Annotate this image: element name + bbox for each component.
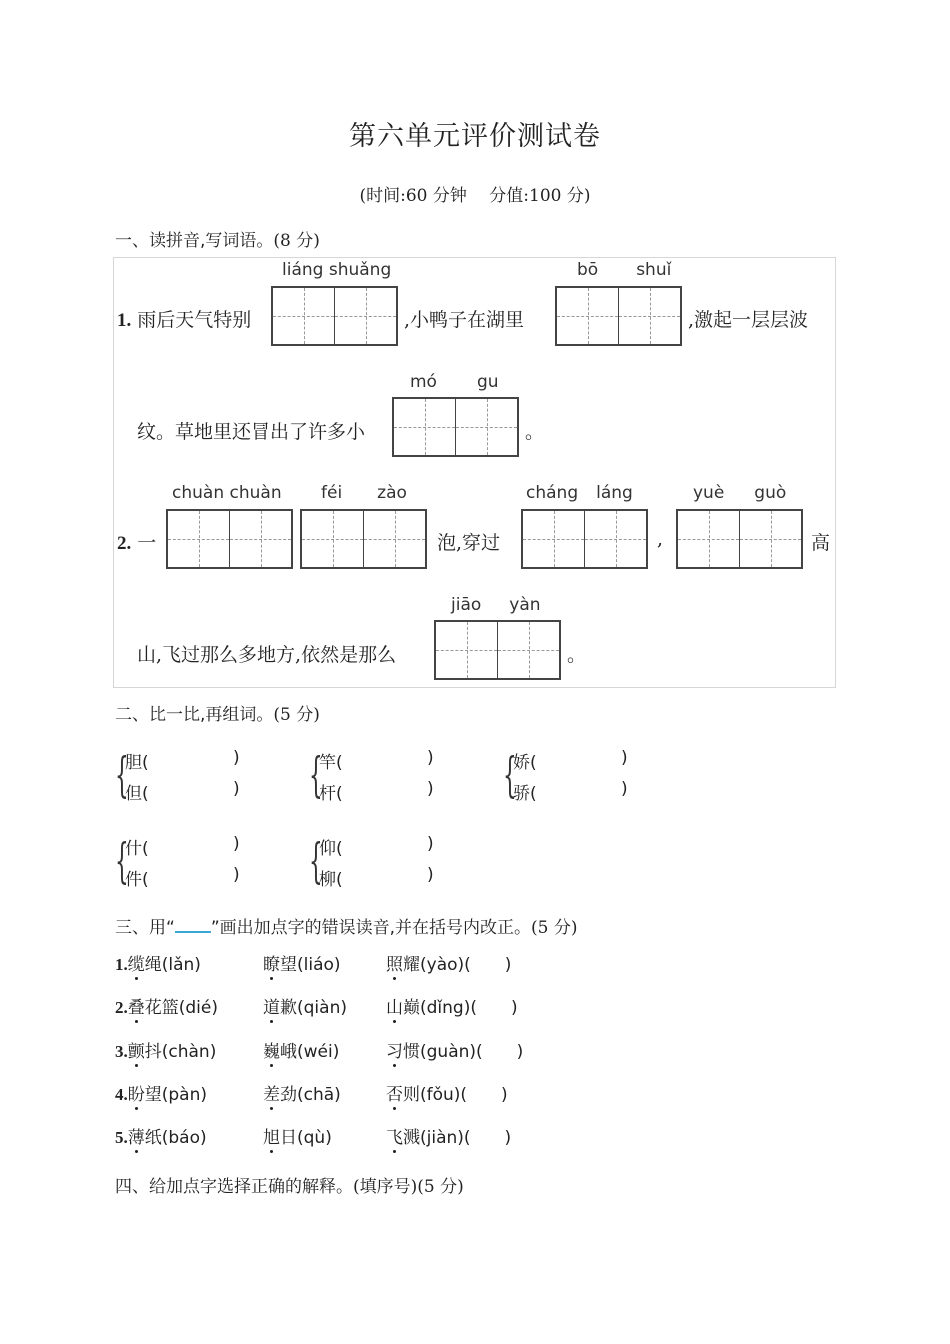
compare-item[interactable]: 仰( ) — [319, 834, 434, 859]
pinyin-syllable: bō — [577, 260, 599, 280]
word-with-pinyin: 望(liáo) — [280, 955, 341, 975]
section-3-heading — [115, 913, 578, 938]
pinyin-syllable: guò — [754, 483, 787, 503]
compare-item[interactable]: 杆( ) — [319, 779, 434, 804]
dotted-character: 叠 — [128, 993, 145, 1018]
q2-phrase-2: 泡,穿过 — [437, 532, 501, 554]
compare-group-3 — [503, 748, 633, 808]
word-b — [263, 1123, 332, 1148]
q2-period: 。 — [567, 644, 587, 666]
pinyin-syllable: féi — [321, 483, 343, 503]
q2-pinyin-1 — [172, 483, 282, 503]
writing-cell[interactable] — [302, 511, 364, 567]
dotted-character: 巍 — [263, 1037, 280, 1062]
answer-grid-q1-3[interactable] — [392, 397, 519, 457]
q2-number: 2. — [117, 533, 132, 554]
word-with-pinyin: 耀(yào)( ) — [403, 955, 512, 975]
dotted-character: 瞭 — [263, 950, 280, 975]
q1-pinyin-1 — [282, 260, 391, 280]
underline-sample — [175, 917, 211, 933]
pinyin-syllable: gu — [476, 372, 499, 392]
dotted-character: 道 — [263, 993, 280, 1018]
word-with-pinyin: 花篮(dié) — [144, 998, 218, 1018]
word-with-pinyin: 纸(báo) — [144, 1128, 207, 1148]
compare-group-5 — [309, 834, 439, 894]
pinyin-syllable: chuàn — [172, 483, 225, 503]
dotted-character: 飞 — [386, 1123, 403, 1148]
q2-comma: , — [657, 528, 664, 550]
q2-phrase-4: 高 — [811, 532, 831, 554]
pinyin-syllable: jiāo — [451, 595, 482, 615]
q2-pinyin-2 — [321, 483, 407, 503]
writing-cell[interactable] — [678, 511, 740, 567]
word-b — [263, 993, 347, 1018]
answer-grid-q1-1[interactable] — [271, 286, 398, 346]
pinyin-syllable: yàn — [509, 595, 541, 615]
dotted-character: 颤 — [128, 1037, 145, 1062]
writing-cell[interactable] — [394, 399, 456, 455]
pinyin-syllable: shuǎng — [328, 260, 392, 280]
brace-icon: { — [115, 747, 129, 803]
brace-icon: { — [309, 833, 323, 889]
word-c-with-answer — [386, 950, 511, 975]
q1-period: 。 — [525, 421, 545, 443]
compare-item[interactable]: 娇( ) — [513, 748, 628, 773]
pinyin-syllable: liáng — [282, 260, 324, 280]
dotted-character: 盼 — [128, 1080, 145, 1105]
compare-item[interactable]: 竿( ) — [319, 748, 434, 773]
answer-grid-q2-1[interactable] — [166, 509, 293, 569]
dotted-character: 习 — [386, 1037, 403, 1062]
writing-cell[interactable] — [585, 511, 646, 567]
pinyin-syllable: yuè — [693, 483, 725, 503]
writing-cell[interactable] — [364, 511, 425, 567]
word-with-pinyin: 巅(dǐng)( ) — [403, 998, 518, 1018]
word-with-pinyin: 抖(chàn) — [144, 1042, 217, 1062]
writing-cell[interactable] — [168, 511, 230, 567]
exam-info: (时间:60 分钟 分值:100 分) — [359, 186, 591, 206]
compare-item[interactable]: 什( ) — [125, 834, 240, 859]
word-c-with-answer — [386, 1080, 508, 1105]
section-4-heading — [115, 1172, 464, 1197]
section-2-heading — [115, 700, 320, 725]
row-number: 2. — [115, 998, 128, 1017]
compare-group-1 — [115, 748, 245, 808]
section-4-title: 四、给加点字选择正确的解释。 — [115, 1177, 353, 1197]
dotted-character: 山 — [386, 993, 403, 1018]
section-1-title: 一、读拼音,写词语。 — [115, 231, 274, 251]
word-c-with-answer — [386, 1123, 511, 1148]
answer-grid-q1-2[interactable] — [555, 286, 682, 346]
q1-pinyin-2 — [577, 260, 671, 280]
word-a — [115, 1123, 207, 1148]
writing-cell[interactable] — [230, 511, 291, 567]
writing-cell[interactable] — [335, 288, 396, 344]
compare-item[interactable]: 柳( ) — [319, 865, 434, 890]
writing-cell[interactable] — [498, 622, 559, 678]
q2-phrase-5: 山,飞过那么多地方,依然是那么 — [137, 644, 397, 666]
writing-cell[interactable] — [456, 399, 517, 455]
dotted-character: 旭 — [263, 1123, 280, 1148]
answer-grid-q2-5[interactable] — [434, 620, 561, 680]
answer-grid-q2-4[interactable] — [676, 509, 803, 569]
word-with-pinyin: 峨(wéi) — [280, 1042, 340, 1062]
q2-text-1 — [117, 528, 156, 555]
dotted-character: 缆 — [128, 950, 145, 975]
dotted-character: 差 — [263, 1080, 280, 1105]
answer-grid-q2-2[interactable] — [300, 509, 427, 569]
word-with-pinyin: 歉(qiàn) — [280, 998, 347, 1018]
writing-cell[interactable] — [273, 288, 335, 344]
word-with-pinyin: 劲(chā) — [280, 1085, 341, 1105]
word-with-pinyin: 望(pàn) — [144, 1085, 207, 1105]
writing-cell[interactable] — [523, 511, 585, 567]
q1-number: 1. — [117, 310, 132, 331]
word-b — [263, 950, 341, 975]
word-with-pinyin: 日(qù) — [280, 1128, 332, 1148]
word-c-with-answer — [386, 1037, 523, 1062]
writing-cell[interactable] — [436, 622, 498, 678]
section-2-title: 二、比一比,再组词。 — [115, 705, 274, 725]
pinyin-syllable: mó — [410, 372, 437, 392]
compare-item[interactable]: 胆( ) — [125, 748, 240, 773]
q1-phrase-2: ,小鸭子在湖里 — [404, 309, 525, 331]
word-with-pinyin: 溅(jiàn)( ) — [403, 1128, 512, 1148]
pinyin-syllable: shuǐ — [636, 260, 672, 280]
section-3-title-b: ”画出加点字的错误读音,并在括号内改正。 — [210, 918, 532, 938]
word-a — [115, 993, 218, 1018]
q1-phrase-4: 纹。草地里还冒出了许多小 — [137, 421, 366, 443]
word-b — [263, 1037, 339, 1062]
q1-pinyin-3 — [410, 372, 499, 392]
pinyin-syllable: zào — [377, 483, 407, 503]
writing-cell[interactable] — [557, 288, 619, 344]
word-a — [115, 1080, 207, 1105]
brace-icon: { — [115, 833, 129, 889]
q1-phrase-1: 雨后天气特别 — [137, 309, 252, 331]
dotted-character: 否 — [386, 1080, 403, 1105]
q1-phrase-3: ,激起一层层波 — [688, 309, 809, 331]
compare-group-2 — [309, 748, 439, 808]
q2-pinyin-4 — [693, 483, 786, 503]
dotted-character: 照 — [386, 950, 403, 975]
row-number: 4. — [115, 1085, 128, 1104]
compare-group-4 — [115, 834, 245, 894]
row-number: 5. — [115, 1128, 128, 1147]
pinyin-syllable: láng — [596, 483, 633, 503]
word-c-with-answer — [386, 993, 518, 1018]
section-1-heading — [115, 226, 320, 251]
q2-pinyin-5 — [451, 595, 541, 615]
word-with-pinyin: 惯(guàn)( ) — [403, 1042, 524, 1062]
compare-item[interactable]: 件( ) — [125, 865, 240, 890]
brace-icon: { — [309, 747, 323, 803]
word-with-pinyin: 绳(lǎn) — [144, 955, 201, 975]
section-3-title-a: 三、用“ — [115, 918, 175, 938]
pinyin-syllable: chuàn — [229, 483, 282, 503]
writing-cell[interactable] — [740, 511, 801, 567]
brace-icon: { — [503, 747, 517, 803]
row-number: 1. — [115, 955, 128, 974]
compare-item[interactable]: 但( ) — [125, 779, 240, 804]
writing-cell[interactable] — [619, 288, 680, 344]
q2-phrase-1: 一 — [137, 532, 157, 554]
section-1-points: (8 分) — [273, 231, 320, 251]
q1-text-1 — [117, 305, 251, 332]
word-a — [115, 950, 201, 975]
compare-item[interactable]: 骄( ) — [513, 779, 628, 804]
section-3-points: (5 分) — [531, 918, 578, 938]
q2-pinyin-3 — [526, 483, 633, 503]
section-4-points: (填序号)(5 分) — [353, 1177, 464, 1197]
word-a — [115, 1037, 216, 1062]
section-2-points: (5 分) — [273, 705, 320, 725]
row-number: 3. — [115, 1042, 128, 1061]
answer-grid-q2-3[interactable] — [521, 509, 648, 569]
page-title: 第六单元评价测试卷 — [349, 121, 601, 152]
word-with-pinyin: 则(fǒu)( ) — [403, 1085, 508, 1105]
word-b — [263, 1080, 341, 1105]
dotted-character: 薄 — [128, 1123, 145, 1148]
pinyin-syllable: cháng — [526, 483, 579, 503]
